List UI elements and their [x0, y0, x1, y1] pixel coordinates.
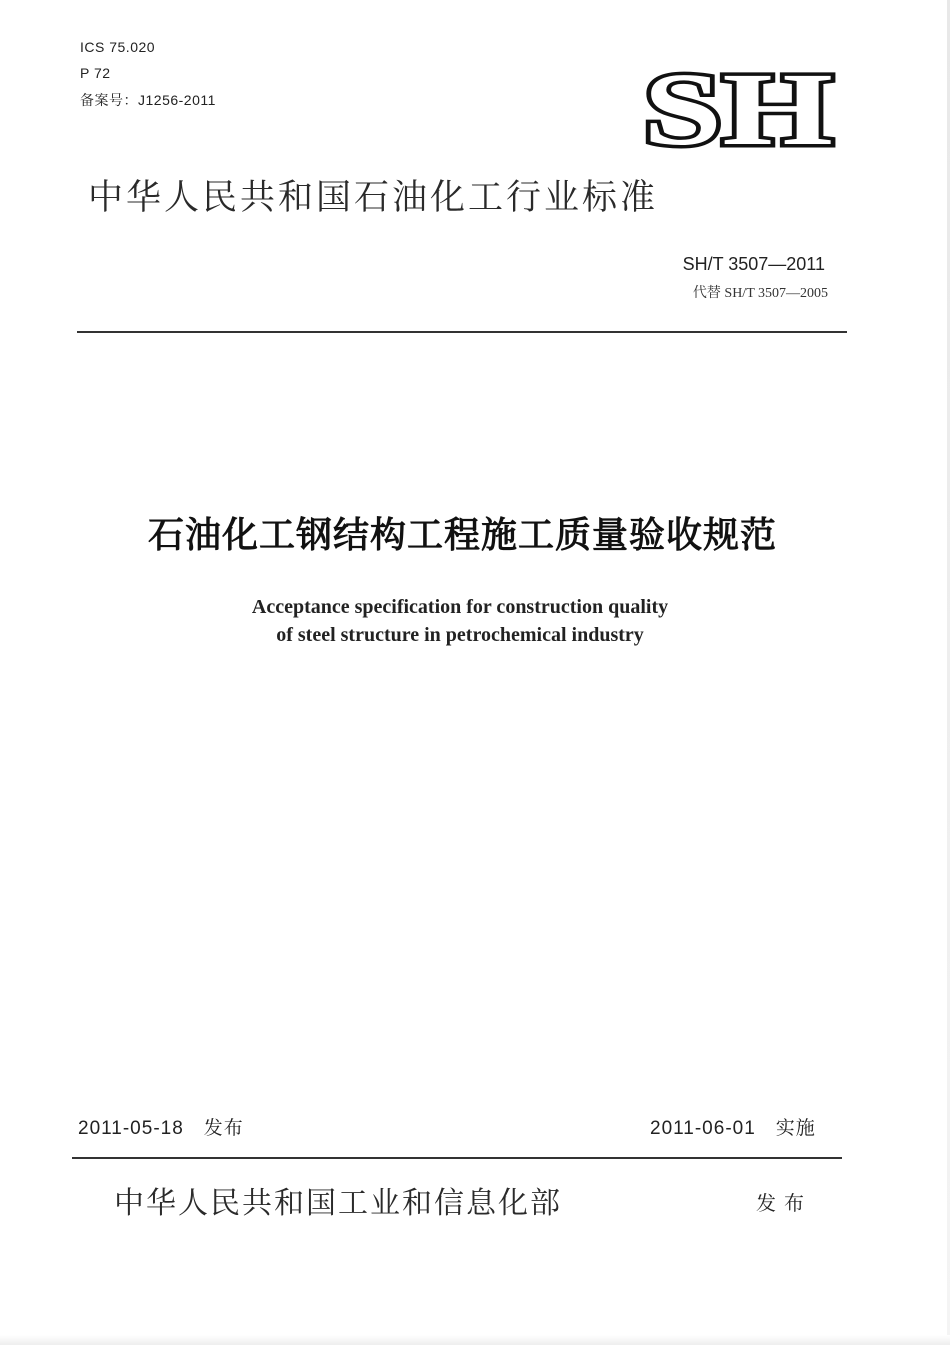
standard-number: SH/T 3507—2011: [682, 254, 825, 274]
classification-code: P 72: [80, 65, 111, 81]
bottom-divider: [72, 1157, 842, 1159]
issue-date-block: [78, 1113, 244, 1140]
implement-date: 2011-06-01: [650, 1118, 756, 1139]
document-title-english-line2: of steel structure in petrochemical industry: [276, 624, 644, 646]
sh-logo-text: SH: [643, 58, 833, 153]
issue-date: 2011-05-18: [78, 1118, 184, 1139]
implement-date-block: [650, 1113, 816, 1140]
replaced-standard: 代替 SH/T 3507—2005: [692, 286, 828, 301]
implement-label: 实施: [775, 1117, 816, 1139]
ics-code: ICS 75.020: [80, 39, 156, 55]
scan-bottom-shadow: [0, 1335, 950, 1345]
issue-label: 发布: [203, 1117, 244, 1139]
sh-logo: [638, 58, 838, 153]
filing-number: 备案号：J1256-2011: [80, 92, 216, 108]
issuing-authority: 中华人民共和国工业和信息化部: [114, 1186, 562, 1221]
document-title-english-line1: Acceptance specification for construction quality: [251, 596, 669, 618]
issuing-action: 发布: [756, 1191, 812, 1215]
industry-standard-heading: 中华人民共和国石油化工行业标准: [88, 178, 659, 218]
document-title-chinese: 石油化工钢结构工程施工质量验收规范: [147, 515, 777, 556]
top-divider: [77, 331, 847, 333]
